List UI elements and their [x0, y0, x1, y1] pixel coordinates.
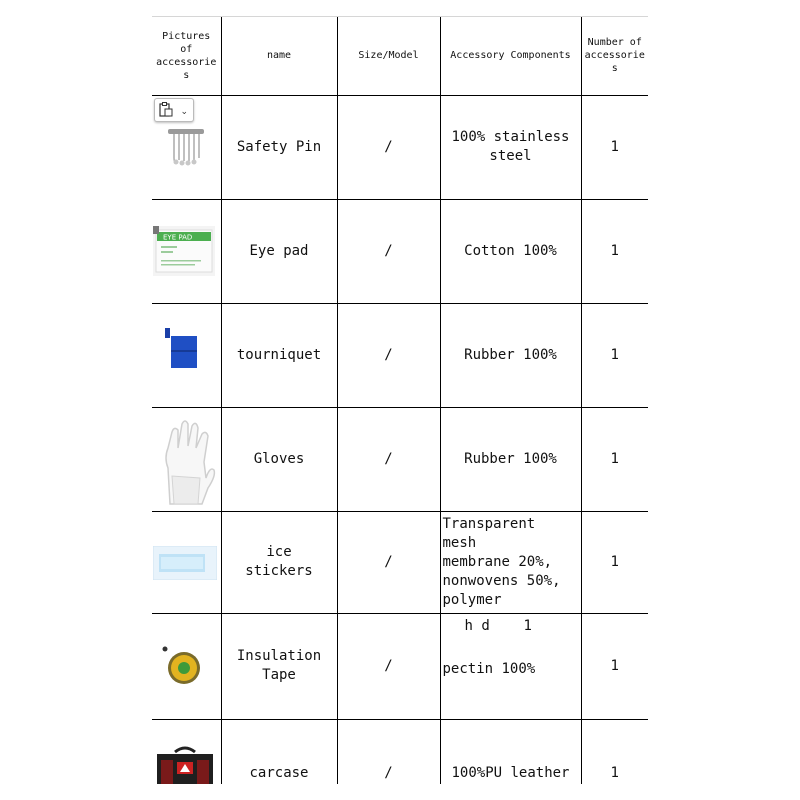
components-cell: Cotton 100%	[440, 199, 581, 303]
components-cell: 100%PU leather	[440, 719, 581, 784]
table-row	[152, 95, 648, 199]
picture-cell	[152, 511, 221, 613]
size-cell: /	[337, 95, 440, 199]
size-cell: /	[337, 407, 440, 511]
name-cell: tourniquet	[221, 303, 337, 407]
name-cell: Safety Pin	[221, 95, 337, 199]
size-cell: /	[337, 719, 440, 784]
header-number: Number of accessorie s	[581, 17, 648, 95]
number-cell: 1	[581, 719, 648, 784]
header-pictures: Pictures of accessorie s	[152, 17, 221, 95]
size-cell: /	[337, 613, 440, 719]
header-size-model: Size/Model	[337, 17, 440, 95]
paste-options-button[interactable]	[154, 98, 194, 122]
number-cell: 1	[581, 199, 648, 303]
table-row	[152, 303, 648, 407]
components-cell: Transparent mesh membrane 20%, nonwovens 50%, polymer	[440, 511, 581, 613]
table-row	[152, 511, 648, 613]
picture-cell	[152, 95, 221, 199]
components-stray-text: h d 1	[464, 617, 532, 634]
name-cell: Gloves	[221, 407, 337, 511]
safety-pin-image	[166, 124, 206, 168]
chevron-down-icon: ⌄	[180, 106, 188, 117]
picture-cell	[152, 407, 221, 511]
components-cell: 100% stainless steel	[440, 95, 581, 199]
components-cell	[440, 613, 581, 719]
components-text: pectin 100%	[442, 660, 536, 677]
accessory-table	[152, 17, 648, 784]
name-cell: Eye pad	[221, 199, 337, 303]
table-row	[152, 613, 648, 719]
picture-cell	[152, 303, 221, 407]
clipboard-paste-icon	[159, 102, 173, 117]
carcase-bag-image	[155, 746, 215, 785]
table-row	[152, 719, 648, 784]
header-row	[152, 17, 648, 95]
name-cell: Insulation Tape	[221, 613, 337, 719]
number-cell: 1	[581, 613, 648, 719]
number-cell: 1	[581, 511, 648, 613]
insulation-tape-image	[162, 646, 202, 686]
tourniquet-image	[165, 328, 199, 370]
picture-cell	[152, 199, 221, 303]
number-cell: 1	[581, 303, 648, 407]
picture-cell	[152, 613, 221, 719]
components-cell: Rubber 100%	[440, 407, 581, 511]
name-cell: carcase	[221, 719, 337, 784]
table-row	[152, 199, 648, 303]
eye-pad-image	[153, 226, 215, 276]
accessory-table-sheet	[152, 16, 648, 784]
size-cell: /	[337, 199, 440, 303]
size-cell: /	[337, 511, 440, 613]
ice-sticker-image	[153, 546, 217, 580]
components-cell: Rubber 100%	[440, 303, 581, 407]
name-cell: ice stickers	[221, 511, 337, 613]
number-cell: 1	[581, 95, 648, 199]
eye-pad-package-label: EYE PAD	[163, 233, 193, 241]
header-accessory-components: Accessory Components	[440, 17, 581, 95]
size-cell: /	[337, 303, 440, 407]
gloves-image	[156, 418, 218, 508]
picture-cell	[152, 719, 221, 784]
table-row	[152, 407, 648, 511]
header-name: name	[221, 17, 337, 95]
number-cell: 1	[581, 407, 648, 511]
